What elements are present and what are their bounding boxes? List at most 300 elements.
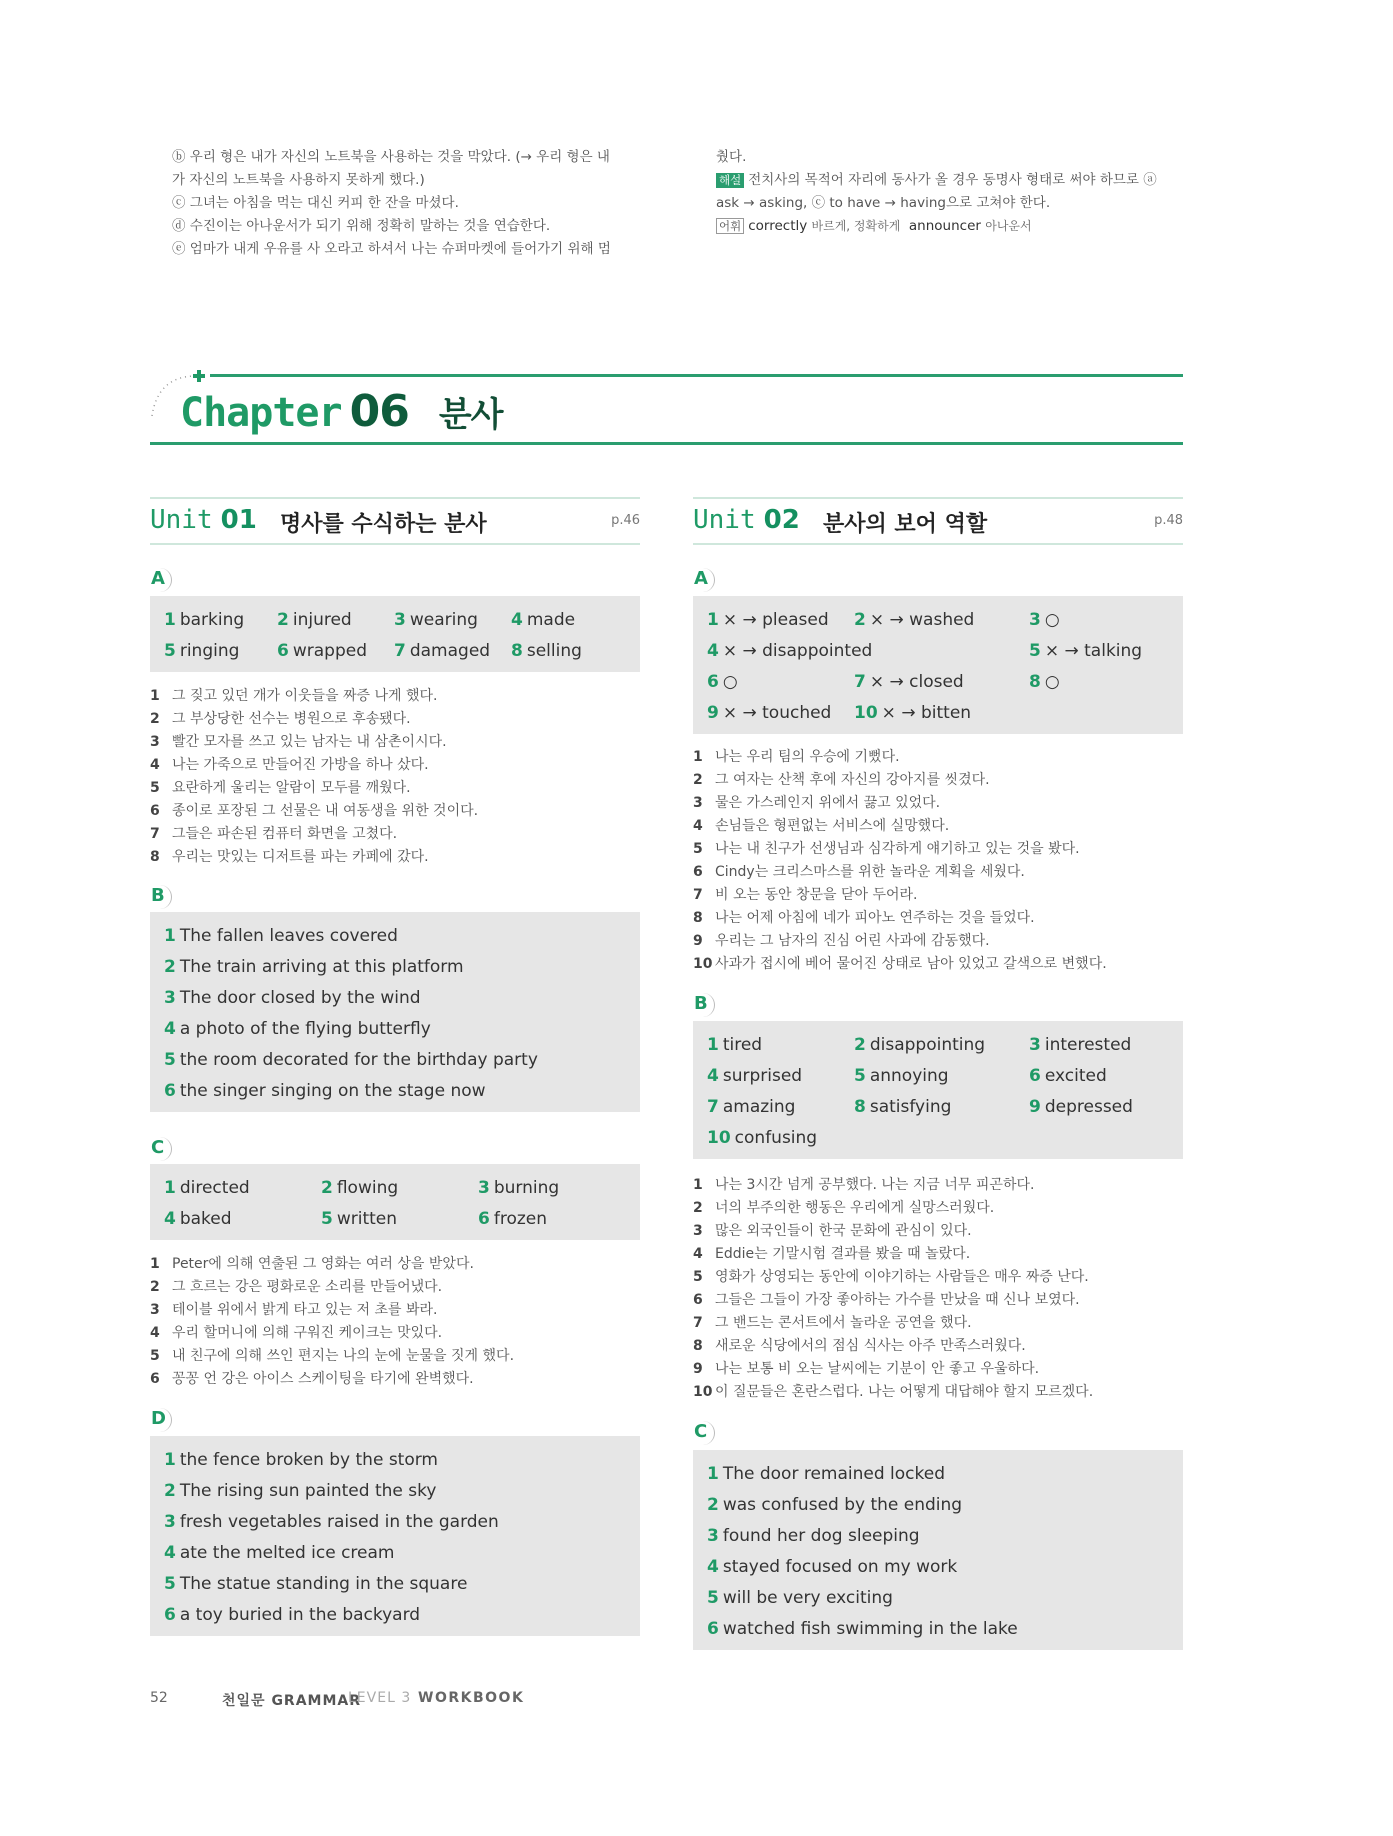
item-answer: depressed <box>1044 1096 1133 1117</box>
translation-text: 그 부상당한 선수는 병원으로 후송됐다. <box>172 711 411 727</box>
item-number: 8 <box>1029 671 1041 692</box>
item-answer: the room decorated for the birthday party <box>179 1049 538 1070</box>
translation-line <box>693 1289 1093 1312</box>
item-number: 6 <box>164 1604 176 1625</box>
translation-text: 영화가 상영되는 동안에 이야기하는 사람들은 매우 짜증 난다. <box>715 1269 1089 1285</box>
answer-row <box>693 666 1183 697</box>
item-answer: The train arriving at this platform <box>179 956 464 977</box>
item-answer: satisfying <box>869 1096 952 1117</box>
translation-line <box>150 685 478 708</box>
translation-line <box>150 1299 514 1322</box>
translation-text: 종이로 포장된 그 선물은 내 여동생을 위한 것이다. <box>172 803 479 819</box>
translation-line <box>693 1358 1093 1381</box>
translation-number: 9 <box>693 933 703 949</box>
item-answer: ringing <box>179 640 240 661</box>
answer-item <box>164 1081 634 1101</box>
item-number: 5 <box>164 640 176 661</box>
translation-text: 그 여자는 산책 후에 자신의 강아지를 씻겼다. <box>715 772 990 788</box>
answer-item <box>164 1050 634 1070</box>
item-answer: stayed focused on my work <box>722 1556 958 1577</box>
answer-item <box>164 1450 634 1470</box>
item-number: 7 <box>707 1096 719 1117</box>
item-number: 4 <box>707 640 719 661</box>
answer-row <box>150 1172 640 1203</box>
answer-item <box>478 1178 628 1198</box>
note-line: ⓔ 엄마가 내게 우유를 사 오라고 하셔서 나는 슈퍼마켓에 들어가기 위해 멈 <box>172 241 611 257</box>
item-number: 5 <box>164 1573 176 1594</box>
answer-row <box>150 1475 640 1506</box>
answer-box <box>150 1436 640 1636</box>
item-answer: wrapped <box>292 640 367 661</box>
translation-text: 그 흐르는 강은 평화로운 소리를 만들어냈다. <box>172 1279 443 1295</box>
translation-line <box>693 884 1107 907</box>
translation-number: 3 <box>150 1302 160 1318</box>
answer-box <box>150 1164 640 1240</box>
translation-list <box>150 1253 514 1391</box>
translation-line <box>150 1253 514 1276</box>
answer-item <box>707 1619 1177 1639</box>
answer-item <box>164 610 277 630</box>
translation-text: Eddie는 기말시험 결과를 봤을 때 놀랐다. <box>715 1246 971 1262</box>
translation-number: 3 <box>693 1223 703 1239</box>
answer-row <box>150 1203 640 1234</box>
translation-line <box>150 754 478 777</box>
item-answer: injured <box>292 609 352 630</box>
item-number: 3 <box>1029 609 1041 630</box>
item-answer: × → bitten <box>881 702 972 723</box>
translation-number: 1 <box>693 749 703 765</box>
item-answer: The fallen leaves covered <box>179 925 398 946</box>
answer-row <box>150 982 640 1013</box>
notes-right <box>716 146 1157 238</box>
answer-item <box>1029 641 1179 661</box>
item-answer: watched fish swimming in the lake <box>722 1618 1018 1639</box>
translation-line <box>693 1335 1093 1358</box>
translation-text: Peter에 의해 연출된 그 영화는 여러 상을 받았다. <box>172 1256 474 1272</box>
answer-row <box>693 1613 1183 1644</box>
translation-number: 4 <box>693 818 703 834</box>
answer-item <box>277 610 394 630</box>
answer-item <box>321 1178 478 1198</box>
item-number: 8 <box>854 1096 866 1117</box>
item-number: 4 <box>707 1556 719 1577</box>
answer-item <box>1029 672 1179 692</box>
item-answer: ate the melted ice cream <box>179 1542 395 1563</box>
chapter-bottom-rule <box>150 442 1183 445</box>
translation-number: 1 <box>150 688 160 704</box>
item-number: 7 <box>394 640 406 661</box>
item-number: 1 <box>707 1463 719 1484</box>
item-number: 1 <box>164 609 176 630</box>
item-number: 4 <box>164 1208 176 1229</box>
translation-text: 그들은 그들이 가장 좋아하는 가수를 만났을 때 신나 보였다. <box>715 1292 1080 1308</box>
translation-text: 많은 외국인들이 한국 문화에 관심이 있다. <box>715 1223 972 1239</box>
item-number: 2 <box>321 1177 333 1198</box>
answer-row <box>150 951 640 982</box>
item-answer: ○ <box>1044 609 1060 630</box>
translation-text: 그 밴드는 콘서트에서 놀라운 공연을 했다. <box>715 1315 972 1331</box>
translation-number: 7 <box>693 1315 703 1331</box>
item-answer: written <box>336 1208 398 1229</box>
translation-line <box>693 815 1107 838</box>
item-number: 2 <box>854 609 866 630</box>
translation-number: 9 <box>693 1361 703 1377</box>
answer-item <box>1029 1097 1179 1117</box>
translation-number: 5 <box>693 1269 703 1285</box>
answer-box <box>150 596 640 672</box>
translation-text: 나는 가죽으로 만들어진 가방을 하나 샀다. <box>172 757 429 773</box>
translation-text: Cindy는 크리스마스를 위한 놀라운 계획을 세웠다. <box>715 864 1025 880</box>
translation-number: 6 <box>150 803 160 819</box>
item-number: 2 <box>164 1480 176 1501</box>
translation-line <box>693 930 1107 953</box>
item-answer: barking <box>179 609 245 630</box>
answer-item <box>164 641 277 661</box>
translation-line <box>150 800 478 823</box>
answer-item <box>854 641 1029 661</box>
answer-item <box>277 641 394 661</box>
translation-list <box>150 685 478 869</box>
item-answer: flowing <box>336 1177 399 1198</box>
item-answer: fresh vegetables raised in the garden <box>179 1511 499 1532</box>
page-reference: p.46 <box>611 513 640 528</box>
translation-number: 3 <box>693 795 703 811</box>
translation-line <box>693 1266 1093 1289</box>
section-label-c: C <box>150 1137 172 1161</box>
answer-item <box>164 957 634 977</box>
translation-text: 새로운 식당에서의 점심 식사는 아주 만족스러웠다. <box>715 1338 1026 1354</box>
explanation-line: ask → asking, ⓒ to have → having으로 고쳐야 한다. <box>716 195 1051 211</box>
answer-item <box>854 672 1029 692</box>
answer-item <box>854 703 1029 723</box>
item-number: 4 <box>511 609 523 630</box>
item-number: 4 <box>707 1065 719 1086</box>
translation-number: 5 <box>150 1348 160 1364</box>
item-answer: The statue standing in the square <box>179 1573 468 1594</box>
answer-item <box>707 1097 854 1117</box>
translation-line <box>693 746 1107 769</box>
translation-text: 이 질문들은 혼란스럽다. 나는 어떻게 대답해야 할지 모르겠다. <box>715 1384 1094 1400</box>
translation-text: 나는 보통 비 오는 날씨에는 기분이 안 좋고 우울하다. <box>715 1361 1040 1377</box>
footer-brand: 천일문 GRAMMAR <box>222 1693 362 1709</box>
note-line: 췄다. <box>716 149 747 165</box>
translation-line <box>693 1243 1093 1266</box>
translation-number: 8 <box>693 910 703 926</box>
answer-item <box>1029 1066 1179 1086</box>
chapter-top-rule <box>210 374 1183 377</box>
item-answer: a photo of the flying butterfly <box>179 1018 431 1039</box>
answer-item <box>1029 610 1179 630</box>
item-answer: ○ <box>722 671 738 692</box>
item-number: 3 <box>164 987 176 1008</box>
answer-item <box>164 988 634 1008</box>
item-number: 6 <box>478 1208 490 1229</box>
explanation-line: 해설 전치사의 목적어 자리에 동사가 올 경우 동명사 형태로 써야 하므로 ⓐ <box>716 169 1157 192</box>
item-number: 6 <box>707 671 719 692</box>
item-number: 1 <box>164 925 176 946</box>
answer-row <box>693 1122 1183 1153</box>
translation-line <box>693 953 1107 976</box>
answer-item <box>707 610 854 630</box>
translation-line <box>693 769 1107 792</box>
translation-text: 나는 우리 팀의 우승에 기뻤다. <box>715 749 900 765</box>
answer-item <box>164 1481 634 1501</box>
translation-number: 6 <box>693 1292 703 1308</box>
answer-row <box>693 1551 1183 1582</box>
item-number: 5 <box>164 1049 176 1070</box>
translation-text: 너의 부주의한 행동은 우리에게 실망스러웠다. <box>715 1200 995 1216</box>
translation-number: 2 <box>150 711 160 727</box>
item-number: 7 <box>854 671 866 692</box>
translation-number: 3 <box>150 734 160 750</box>
answer-item <box>707 1066 854 1086</box>
translation-text: 물은 가스레인지 위에서 끓고 있었다. <box>715 795 941 811</box>
answer-row <box>150 1075 640 1106</box>
item-answer: found her dog sleeping <box>722 1525 920 1546</box>
item-number: 3 <box>394 609 406 630</box>
answer-row <box>693 1489 1183 1520</box>
item-answer: was confused by the ending <box>722 1494 963 1515</box>
item-answer: × → talking <box>1044 640 1143 661</box>
translation-line <box>150 731 478 754</box>
translation-line <box>150 823 478 846</box>
explanation-badge: 해설 <box>716 173 744 188</box>
item-number: 2 <box>277 609 289 630</box>
translation-text: 사과가 접시에 베어 물어진 상태로 남아 있었고 갈색으로 변했다. <box>715 956 1107 972</box>
answer-item <box>707 1128 854 1148</box>
translation-number: 10 <box>693 1384 713 1400</box>
translation-text: 나는 내 친구가 선생님과 심각하게 얘기하고 있는 것을 봤다. <box>715 841 1080 857</box>
translation-number: 6 <box>150 1371 160 1387</box>
translation-text: 꽁꽁 언 강은 아이스 스케이팅을 타기에 완벽했다. <box>172 1371 474 1387</box>
section-label-b: B <box>693 993 715 1017</box>
translation-number: 5 <box>693 841 703 857</box>
item-answer: disappointing <box>869 1034 986 1055</box>
answer-item <box>394 641 511 661</box>
item-answer: × → disappointed <box>722 640 873 661</box>
item-number: 9 <box>1029 1096 1041 1117</box>
answer-row <box>693 1091 1183 1122</box>
answer-item <box>321 1209 478 1229</box>
item-number: 5 <box>321 1208 333 1229</box>
item-answer: burning <box>493 1177 560 1198</box>
answer-row <box>693 604 1183 635</box>
item-number: 1 <box>164 1449 176 1470</box>
item-number: 1 <box>164 1177 176 1198</box>
item-number: 4 <box>164 1018 176 1039</box>
translation-number: 2 <box>693 772 703 788</box>
item-number: 10 <box>854 702 878 723</box>
item-number: 3 <box>707 1525 719 1546</box>
translation-line <box>693 861 1107 884</box>
translation-line <box>150 1276 514 1299</box>
answer-row <box>150 1506 640 1537</box>
answer-item <box>164 1019 634 1039</box>
answer-row <box>693 697 1183 728</box>
answer-row <box>693 1458 1183 1489</box>
translation-number: 8 <box>693 1338 703 1354</box>
translation-list <box>693 1174 1093 1404</box>
answer-item <box>164 1574 634 1594</box>
item-answer: annoying <box>869 1065 949 1086</box>
item-answer: made <box>526 609 576 630</box>
section-label-b: B <box>150 885 172 909</box>
item-number: 8 <box>511 640 523 661</box>
item-number: 9 <box>707 702 719 723</box>
item-answer: directed <box>179 1177 250 1198</box>
section-label-a: A <box>150 568 172 592</box>
item-number: 6 <box>707 1618 719 1639</box>
item-answer: The rising sun painted the sky <box>179 1480 437 1501</box>
answer-row <box>693 635 1183 666</box>
item-answer: The door remained locked <box>722 1463 946 1484</box>
unit-02-header: Unit 02 분사의 보어 역할 p.48 <box>693 497 1183 545</box>
item-answer: the singer singing on the stage now <box>179 1080 486 1101</box>
item-number: 5 <box>1029 640 1041 661</box>
item-number: 3 <box>478 1177 490 1198</box>
item-number: 3 <box>1029 1034 1041 1055</box>
item-number: 6 <box>277 640 289 661</box>
item-answer: wearing <box>409 609 478 630</box>
translation-number: 4 <box>150 757 160 773</box>
item-answer: × → washed <box>869 609 975 630</box>
translation-number: 2 <box>150 1279 160 1295</box>
answer-box <box>693 1021 1183 1159</box>
translation-line <box>150 1368 514 1391</box>
answer-item <box>164 1178 321 1198</box>
section-label-d: D <box>150 1408 172 1432</box>
answer-item <box>854 610 1029 630</box>
translation-line <box>150 777 478 800</box>
item-answer: × → pleased <box>722 609 829 630</box>
answer-row <box>150 1537 640 1568</box>
answer-row <box>693 1520 1183 1551</box>
answer-item <box>164 1209 321 1229</box>
note-line: 가 자신의 노트북을 사용하지 못하게 했다.) <box>172 172 425 188</box>
translation-text: 내 친구에 의해 쓰인 편지는 나의 눈에 눈물을 짓게 했다. <box>172 1348 515 1364</box>
item-answer: will be very exciting <box>722 1587 893 1608</box>
answer-item <box>707 703 854 723</box>
item-number: 5 <box>854 1065 866 1086</box>
answer-item <box>164 1605 634 1625</box>
answer-box <box>693 1450 1183 1650</box>
item-answer: baked <box>179 1208 232 1229</box>
item-answer: frozen <box>493 1208 548 1229</box>
answer-row <box>150 1044 640 1075</box>
translation-number: 1 <box>150 1256 160 1272</box>
item-number: 10 <box>707 1127 731 1148</box>
item-answer: × → touched <box>722 702 832 723</box>
answer-item <box>707 1588 1177 1608</box>
translation-list <box>693 746 1107 976</box>
translation-number: 2 <box>693 1200 703 1216</box>
translation-number: 4 <box>150 1325 160 1341</box>
translation-number: 1 <box>693 1177 703 1193</box>
answer-item <box>707 640 873 661</box>
item-number: 2 <box>164 956 176 977</box>
note-line: ⓓ 수진이는 아나운서가 되기 위해 정확히 말하는 것을 연습한다. <box>172 218 551 234</box>
item-answer: amazing <box>722 1096 796 1117</box>
item-number: 2 <box>707 1494 719 1515</box>
translation-number: 10 <box>693 956 713 972</box>
answer-item <box>164 926 634 946</box>
answer-row <box>150 920 640 951</box>
answer-row <box>150 1568 640 1599</box>
item-answer: interested <box>1044 1034 1132 1055</box>
item-answer: a toy buried in the backyard <box>179 1604 421 1625</box>
section-label-a: A <box>693 568 715 592</box>
translation-text: 나는 어제 아침에 네가 피아노 연주하는 것을 들었다. <box>715 910 1035 926</box>
translation-text: 우리는 그 남자의 진심 어린 사과에 감동했다. <box>715 933 990 949</box>
item-answer: The door closed by the wind <box>179 987 421 1008</box>
translation-text: 비 오는 동안 창문을 닫아 두어라. <box>715 887 918 903</box>
answer-item <box>854 1035 1029 1055</box>
translation-text: 우리는 맛있는 디저트를 파는 카페에 갔다. <box>172 849 429 865</box>
answer-item <box>511 641 621 661</box>
translation-text: 요란하게 울리는 알람이 모두를 깨웠다. <box>172 780 411 796</box>
page-number: 52 <box>150 1690 168 1706</box>
note-line: ⓒ 그녀는 아침을 먹는 대신 커피 한 잔을 마셨다. <box>172 195 459 211</box>
translation-line <box>693 907 1107 930</box>
translation-number: 7 <box>150 826 160 842</box>
answer-row <box>693 1029 1183 1060</box>
answer-item <box>707 1035 854 1055</box>
translation-line <box>150 708 478 731</box>
answer-box <box>150 912 640 1112</box>
item-answer: surprised <box>722 1065 803 1086</box>
translation-text: 빨간 모자를 쓰고 있는 남자는 내 삼촌이시다. <box>172 734 447 750</box>
item-answer: confusing <box>734 1127 818 1148</box>
item-number: 3 <box>164 1511 176 1532</box>
chapter-title: Chapter 06 분사 <box>180 386 503 437</box>
answer-item <box>478 1209 628 1229</box>
item-number: 4 <box>164 1542 176 1563</box>
answer-item <box>707 1557 1177 1577</box>
note-line: ⓑ 우리 형은 내가 자신의 노트북을 사용하는 것을 막았다. (→ 우리 형은 내 <box>172 149 610 165</box>
answer-item <box>164 1543 634 1563</box>
unit-01-header: Unit 01 명사를 수식하는 분사 p.46 <box>150 497 640 545</box>
footer-level: LEVEL 3 <box>348 1690 412 1706</box>
answer-row <box>693 1582 1183 1613</box>
answer-item <box>394 610 511 630</box>
translation-text: 테이블 위에서 밝게 타고 있는 저 초를 봐라. <box>172 1302 438 1318</box>
answer-item <box>854 1066 1029 1086</box>
footer-workbook: WORKBOOK <box>418 1690 525 1706</box>
translation-line <box>150 846 478 869</box>
translation-number: 7 <box>693 887 703 903</box>
item-number: 1 <box>707 609 719 630</box>
translation-line <box>150 1322 514 1345</box>
answer-item <box>1029 1035 1179 1055</box>
item-number: 2 <box>854 1034 866 1055</box>
translation-line <box>693 1197 1093 1220</box>
translation-line <box>693 792 1107 815</box>
answer-row <box>150 1599 640 1630</box>
answer-item <box>707 1464 1177 1484</box>
item-answer: ○ <box>1044 671 1060 692</box>
translation-text: 우리 할머니에 의해 구워진 케이크는 맛있다. <box>172 1325 443 1341</box>
answer-item <box>164 1512 634 1532</box>
page-reference: p.48 <box>1154 513 1183 528</box>
item-number: 6 <box>164 1080 176 1101</box>
answer-box <box>693 596 1183 734</box>
vocab-badge: 어휘 <box>716 218 744 234</box>
answer-row <box>150 635 640 666</box>
item-answer: selling <box>526 640 582 661</box>
answer-row <box>150 604 640 635</box>
item-number: 1 <box>707 1034 719 1055</box>
answer-item <box>511 610 621 630</box>
